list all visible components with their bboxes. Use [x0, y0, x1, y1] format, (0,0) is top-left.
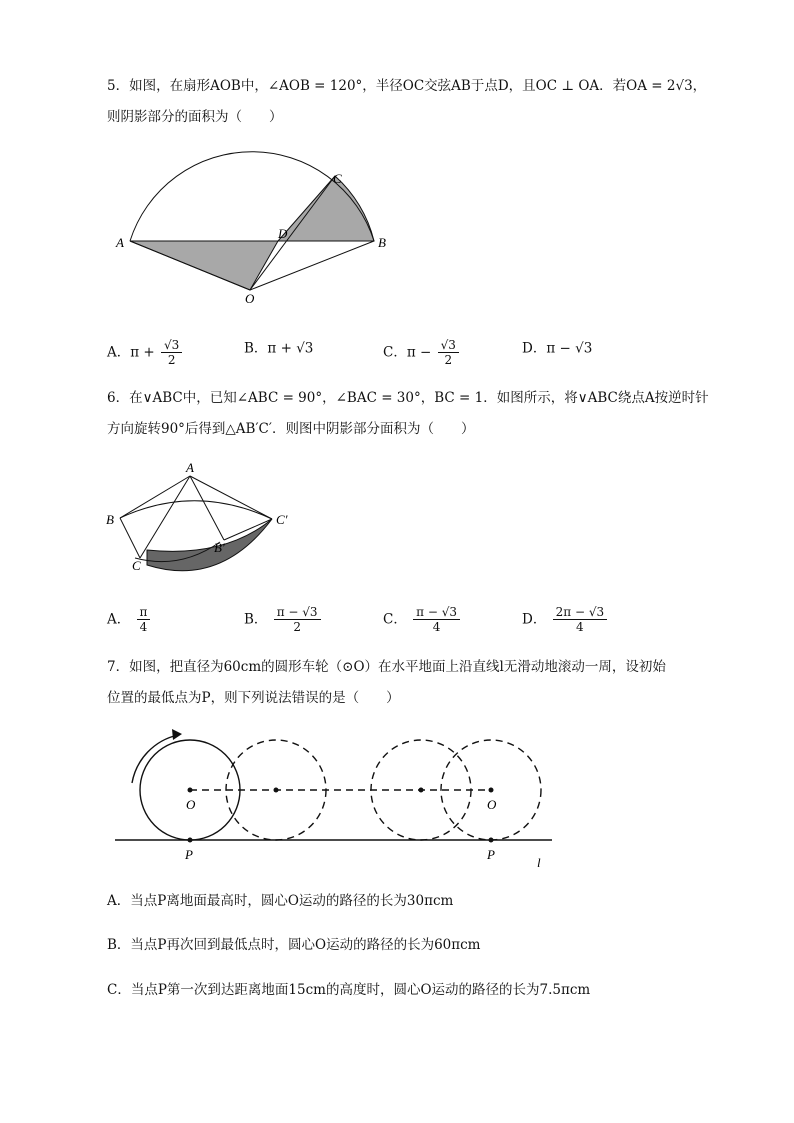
q6-option-b-den: 2 — [293, 620, 301, 634]
q6-option-d-letter: D． — [522, 611, 547, 628]
q5-option-a-letter: A． — [107, 344, 131, 361]
q5-option-c-den: 2 — [444, 353, 453, 367]
q7-point-o1 — [188, 788, 193, 793]
q7-statement-a[interactable]: A．当点P离地面最高时，圆心O运动的路径的长为30πcm — [107, 893, 454, 909]
q6-label-b2: B′ — [214, 540, 225, 555]
q6-seg-ab — [120, 476, 190, 518]
q6-figure — [100, 458, 300, 583]
q6-stem-line2: 方向旋转90°后得到△AB′C′．则图中阴影部分面积为（ ） — [107, 421, 475, 437]
q6-option-c-frac — [413, 605, 460, 634]
q7-point-mid2 — [419, 788, 424, 793]
q6-label-a: A — [186, 460, 194, 475]
q5-label-b: B — [378, 235, 386, 250]
q6-seg-ac — [140, 476, 190, 558]
q6-option-b[interactable] — [244, 605, 321, 634]
q7-rotation-arrow — [132, 735, 178, 783]
q5-option-d-letter: D． — [522, 340, 547, 357]
q6-option-d[interactable] — [522, 605, 607, 634]
q7-point-mid1 — [274, 788, 279, 793]
q5-option-a-expr: π + — [130, 344, 155, 361]
q7-statement-b[interactable]: B．当点P再次回到最低点时，圆心O运动的路径的长为60πcm — [107, 937, 481, 953]
q5-option-c-num: √3 — [438, 338, 459, 353]
q6-label-c2: C′ — [276, 512, 288, 527]
q6-option-d-frac — [553, 605, 608, 634]
q6-label-c: C — [132, 558, 141, 573]
q6-option-d-num: 2π − √3 — [553, 605, 608, 620]
q5-label-a: A — [116, 235, 124, 250]
q5-option-a-num: √3 — [161, 338, 182, 353]
q6-option-a-den: 4 — [139, 620, 148, 634]
q5-option-c-expr: π − — [406, 344, 432, 361]
q7-statement-c[interactable]: C．当点P第一次到达距离地面15cm的高度时，圆心O运动的路径的长为7.5πcm — [107, 982, 591, 998]
q6-option-a-num: π — [137, 605, 151, 620]
q6-option-c-den: 4 — [432, 620, 441, 634]
q7-point-o2 — [489, 788, 494, 793]
q5-option-b-letter: B． — [244, 340, 268, 357]
q5-option-d-expr: π − √3 — [546, 340, 593, 357]
q5-option-c[interactable] — [383, 338, 459, 367]
q7-stem-line2: 位置的最低点为P，则下列说法错误的是（ ） — [107, 690, 400, 706]
q5-label-c: C — [333, 171, 342, 186]
q7-point-p1 — [188, 838, 193, 843]
q5-stem-line2: 则阴影部分的面积为（ ） — [107, 109, 283, 125]
q5-option-a-frac — [161, 338, 182, 367]
q7-label-p2: P — [487, 847, 495, 862]
q7-label-o2: O — [487, 797, 497, 812]
q7-label-o1: O — [186, 797, 196, 812]
q6-option-b-frac — [274, 605, 321, 634]
q7-label-l: l — [537, 855, 541, 870]
q5-option-d[interactable] — [522, 338, 592, 359]
q5-option-c-frac — [438, 338, 459, 367]
q5-option-c-letter: C． — [383, 344, 407, 361]
q6-seg-bc — [120, 518, 140, 558]
q6-option-c[interactable] — [383, 605, 460, 634]
q5-option-a-den: 2 — [167, 353, 176, 367]
q5-option-b-expr: π + √3 — [267, 340, 314, 357]
q5-option-a[interactable] — [107, 338, 182, 367]
q7-figure — [110, 725, 565, 875]
q5-shade-right — [278, 176, 374, 241]
q6-seg-ac2 — [190, 476, 272, 519]
q5-stem-line1: 5．如图，在扇形AOB中，∠AOB = 120°，半径OC交弦AB于点D，且OC ⊥ OA．若OA = 2√3， — [107, 78, 707, 94]
q7-label-p1: P — [185, 847, 193, 862]
q7-stem-line1: 7．如图，把直径为60cm的圆形车轮（⊙O）在水平地面上沿直线l无滑动地滚动一周，设初始 — [107, 659, 666, 675]
q6-label-b: B — [106, 512, 114, 527]
q5-label-d: D — [278, 226, 288, 241]
q6-option-a-frac — [137, 605, 151, 634]
q5-figure — [110, 150, 400, 310]
q6-stem-line1: 6．在∨ABC中，已知∠ABC = 90°，∠BAC = 30°，BC = 1．如图所示，将∨ABC绕点A按逆时针 — [107, 390, 709, 406]
q6-option-a-letter: A． — [107, 611, 131, 628]
q6-option-b-num: π − √3 — [274, 605, 321, 620]
q6-seg-ab2 — [190, 476, 224, 540]
q6-option-c-num: π − √3 — [413, 605, 460, 620]
q6-option-d-den: 4 — [576, 620, 584, 634]
q6-arc-bc2 — [120, 501, 272, 519]
q5-option-b[interactable] — [244, 338, 313, 359]
q7-arrow-head — [172, 729, 182, 740]
q6-option-b-letter: B． — [244, 611, 268, 628]
q5-label-o: O — [245, 291, 255, 306]
q6-option-a[interactable] — [107, 605, 150, 634]
q7-point-p2 — [489, 838, 494, 843]
q6-option-c-letter: C． — [383, 611, 407, 628]
